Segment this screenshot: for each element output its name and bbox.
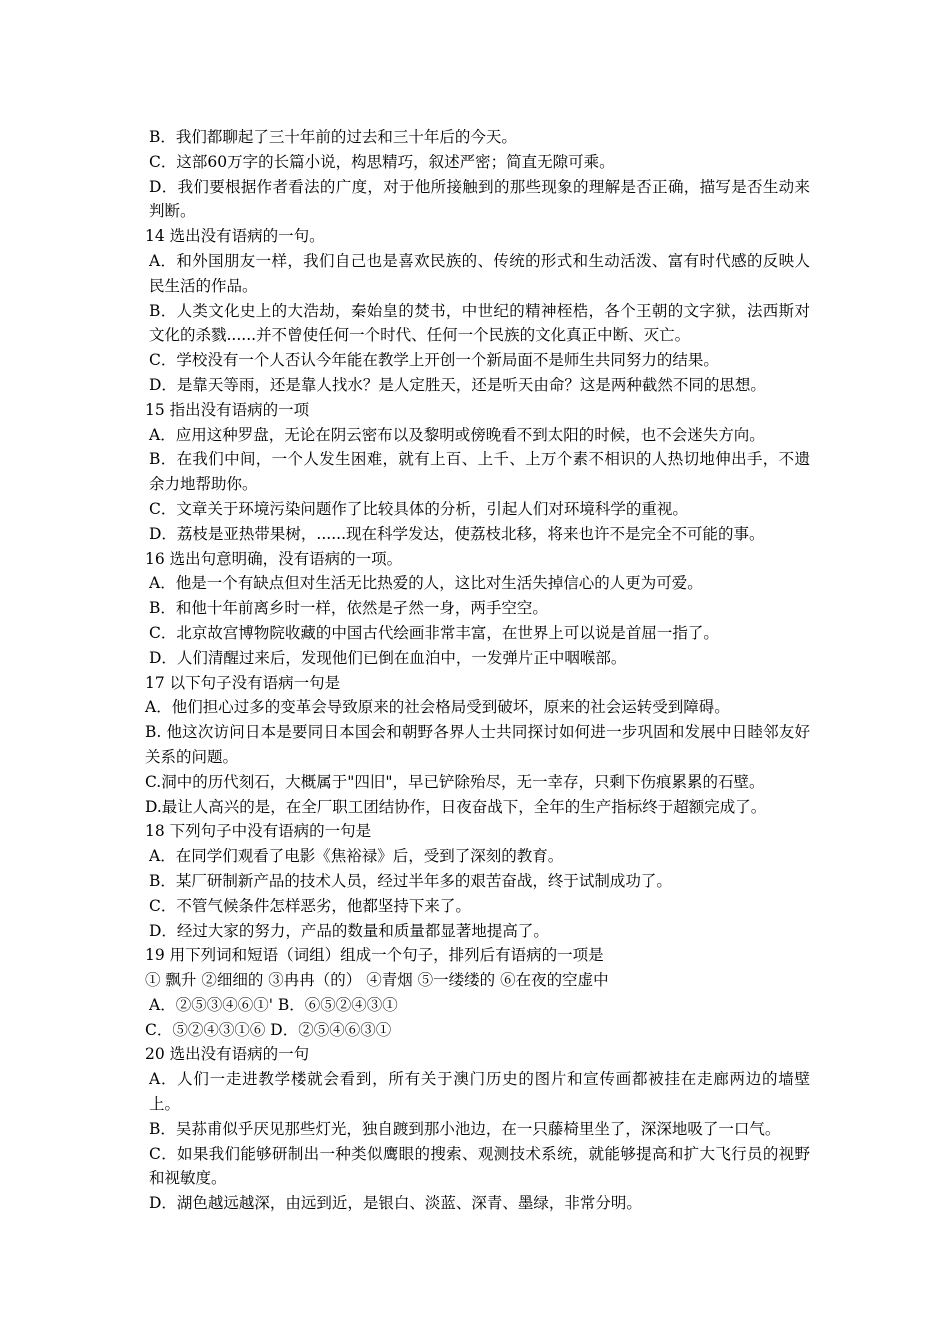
text-line: A．在同学们观看了电影《焦裕禄》后，受到了深刻的教育。 [149, 847, 564, 866]
question-heading: 16 选出句意明确，没有语病的一项。 [145, 549, 403, 568]
text-line: D．荔枝是亚热带果树，......现在科学发达，使荔枝北移，将来也许不是完全不可能的事。 [149, 524, 765, 543]
text-line: B．在我们中间，一个人发生困难，就有上百、上千、上万个素不相识的人热切地伸出手，不遗余力地帮助你。 [149, 450, 810, 494]
text-line: C．这部60万字的长篇小说，构思精巧，叙述严密；简直无隙可乘。 [149, 152, 615, 171]
text-line: B．人类文化史上的大浩劫，秦始皇的焚书，中世纪的精神桎梏，各个王朝的文字狱，法西斯对文化的杀戮......并不曾使任何一个时代、任何一个民族的文化真正中断、灭亡。 [149, 301, 810, 345]
text-line: C．如果我们能够研制出一种类似鹰眼的搜索、观测技术系统，就能够提高和扩大飞行员的视野和视敏度。 [149, 1144, 810, 1188]
text-line: D．经过大家的努力，产品的数量和质量都显著地提高了。 [149, 921, 549, 940]
text-line: C．⑤②④③①⑥ D．②⑤④⑥③① [145, 1020, 392, 1039]
text-line: A．人们一走进教学楼就会看到，所有关于澳门历史的图片和宣传画都被挂在走廊两边的墙壁上。 [149, 1070, 810, 1114]
text-line: D.最让人高兴的是，在全厂职工团结协作，日夜奋战下，全年的生产指标终于超额完成了。 [145, 797, 767, 816]
text-line: A．应用这种罗盘，无论在阴云密布以及黎明或傍晚看不到太阳的时候，也不会迷失方向。 [149, 425, 765, 444]
text-line: A．他们担心过多的变革会导致原来的社会格局受到破坏，原来的社会运转受到障碍。 [145, 698, 730, 717]
question-heading: 18 下列句子中没有语病的一句是 [145, 822, 372, 841]
question-heading: 17 以下句子没有语病一句是 [145, 673, 341, 692]
text-line: D．我们要根据作者看法的广度，对于他所接触到的那些现象的理解是否正确，描写是否生动来判断。 [149, 177, 810, 221]
text-line: ① 飘升 ②细细的 ③冉冉（的） ④青烟 ⑤一缕缕的 ⑥在夜的空虚中 [145, 971, 609, 990]
text-line: B. 他这次访问日本是要同日本国会和朝野各界人士共同探讨如何进一步巩固和发展中日睦邻友好关系的问题。 [145, 723, 810, 766]
text-line: D．湖色越远越深，由远到近，是银白、淡蓝、深青、墨绿，非常分明。 [149, 1194, 642, 1213]
text-line: B．某厂研制新产品的技术人员，经过半年多的艰苦奋战，终于试制成功了。 [149, 871, 672, 890]
text-line: C.洞中的历代刻石，大概属于"四旧"，早已铲除殆尽，无一幸存，只剩下伤痕累累的石壁。 [145, 772, 765, 791]
text-line: C．学校没有一个人否认今年能在教学上开创一个新局面不是师生共同努力的结果。 [149, 351, 719, 370]
question-heading: 19 用下列词和短语（词组）组成一个句子，排列后有语病的一项是 [145, 946, 604, 965]
text-line: A．②⑤③④⑥①' B．⑥⑤②④③① [149, 995, 398, 1014]
text-line: B．我们都聊起了三十年前的过去和三十年后的今天。 [149, 128, 517, 146]
text-line: C．不管气候条件怎样恶劣，他都坚持下来了。 [149, 896, 471, 915]
document-page [145, 125, 810, 1216]
text-line: D．是靠天等雨，还是靠人找水？是人定胜天，还是听天由命？这是两种截然不同的思想。 [149, 375, 766, 394]
text-line: B．吴荪甫似乎厌见那些灯光，独自踱到那小池边，在一只藤椅里坐了，深深地吸了一口气。 [149, 1119, 781, 1138]
text-line: B．和他十年前离乡时一样，依然是孑然一身，两手空空。 [149, 599, 548, 618]
question-heading: 14 选出没有语病的一句。 [145, 227, 325, 246]
question-heading: 15 指出没有语病的一项 [145, 400, 310, 419]
text-line: D．人们清醒过来后，发现他们已倒在血泊中，一发弹片正中咽喉部。 [149, 648, 627, 667]
text-line: A．和外国朋友一样，我们自己也是喜欢民族的、传统的形式和生动活泼、富有时代感的反映人民生活的作品。 [149, 251, 810, 295]
question-heading: 20 选出没有语病的一句 [145, 1045, 310, 1064]
text-line: C．文章关于环境污染问题作了比较具体的分析，引起人们对环境科学的重视。 [149, 499, 688, 518]
text-line: C．北京故宫博物院收藏的中国古代绘画非常丰富，在世界上可以说是首屈一指了。 [149, 623, 719, 642]
text-line: A．他是一个有缺点但对生活无比热爱的人，这比对生活失掉信心的人更为可爱。 [149, 574, 703, 593]
